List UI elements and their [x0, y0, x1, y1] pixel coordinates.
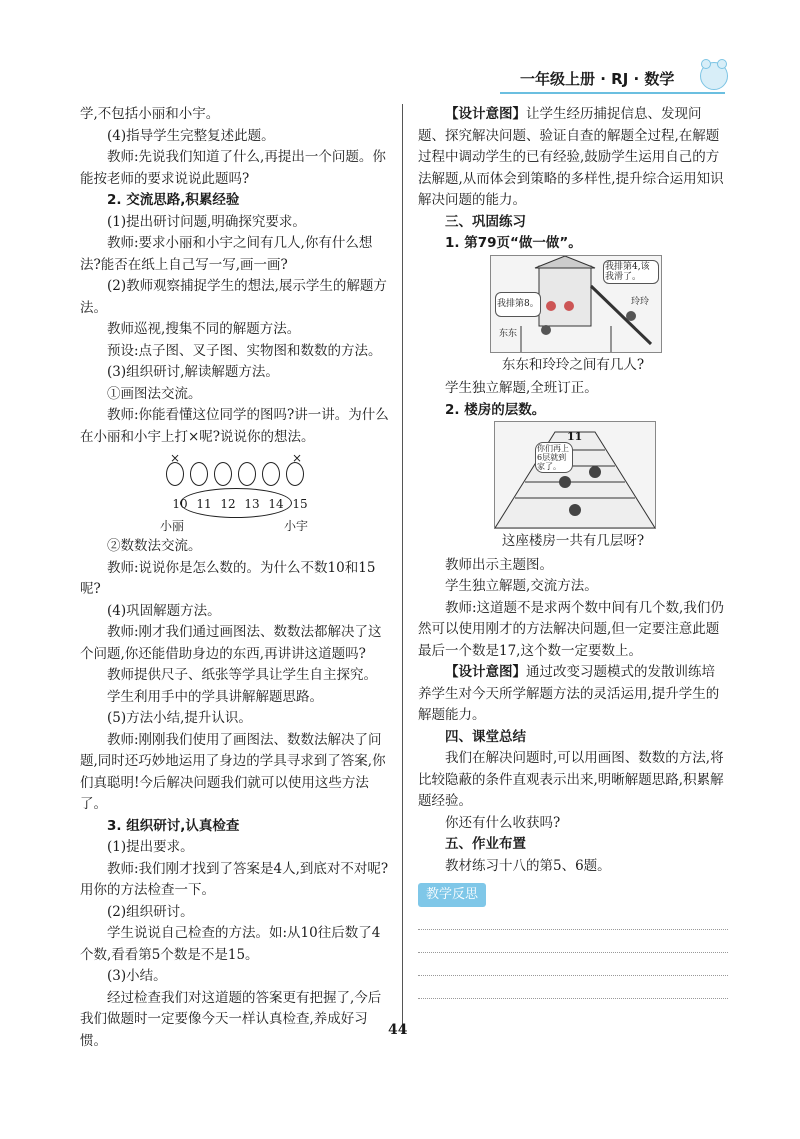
section-heading: 3. 组织研讨,认真检查 [107, 817, 240, 834]
section-heading: 三、巩固练习 [445, 213, 526, 230]
page-number: 44 [388, 1022, 408, 1038]
slide-illustration [490, 255, 662, 353]
num: 12 [220, 497, 236, 511]
figure-caption: 这座楼房一共有几层呀? [501, 533, 645, 549]
paragraph: 教师提供尺子、纸张等学具让学生自主探究。 [107, 667, 377, 683]
section-heading: 2. 交流思路,积累经验 [107, 192, 240, 208]
oval [262, 462, 280, 486]
number-sequence [168, 494, 312, 516]
paragraph: (3)组织研讨,解读解题方法。 [107, 364, 279, 380]
reflection-line [418, 930, 728, 953]
reflection-box [418, 883, 728, 999]
num: 14 [268, 497, 284, 511]
design-tag: 【设计意图】 [445, 664, 526, 680]
paragraph: 教师:刚才我们通过画图法、数数法都解决了这个问题,你还能借助身边的东西,再讲讲这道题吗? [80, 624, 382, 662]
paragraph: 我们在解决问题时,可以用画图、数数的方法,将比较隐蔽的条件直观表示出来,明晰解题思路,积累解题经验。 [418, 750, 724, 809]
paragraph: 教师:说说你是怎么数的。为什么不数10和15呢? [80, 559, 376, 597]
paragraph: 学生独立解题,全班订正。 [445, 380, 598, 396]
oval [286, 462, 304, 486]
paragraph: (2)教师观察捕捉学生的想法,展示学生的解题方法。 [80, 278, 387, 316]
section-heading: 五、作业布置 [445, 836, 526, 852]
speech-bubble: 我排第8。 [495, 292, 541, 318]
paragraph: 你还有什么收获吗? [445, 814, 561, 831]
column-divider [402, 104, 403, 1034]
bear-mascot-icon [700, 62, 728, 90]
num: 15 [292, 497, 308, 511]
left-column [80, 104, 390, 1052]
num: 10 [172, 497, 188, 511]
paragraph: (4)巩固解题方法。 [107, 602, 221, 619]
paragraph: (3)小结。 [107, 968, 167, 984]
paragraph: 教师:要求小丽和小宇之间有几人,你有什么想法?能否在纸上自己写一写,画一画? [80, 235, 373, 273]
speech-bubble: 我排第4,该我滑了。 [603, 260, 659, 284]
paragraph: 学生独立解题,交流方法。 [445, 578, 598, 594]
label-xiaoli: 小丽 [160, 519, 185, 533]
paragraph: 教师出示主题图。 [445, 556, 553, 573]
paragraph: 教师:我们刚才找到了答案是4人,到底对不对呢?用你的方法检查一下。 [80, 860, 389, 898]
reflection-line [418, 907, 728, 930]
exercise-heading: 2. 楼房的层数。 [445, 401, 546, 418]
label-xiaoyu: 小宇 [284, 519, 309, 533]
name-label: 东东 [499, 328, 518, 339]
reflection-label: 教学反思 [418, 883, 486, 907]
paragraph: (1)提出要求。 [107, 839, 194, 855]
name-label: 玲玲 [631, 296, 650, 307]
paragraph: 经过检查我们对这道题的答案更有把握了,今后我们做题时一定要像今天一样认真检查,养成好习惯。 [80, 989, 382, 1049]
paragraph: 教师:刚刚我们使用了画图法、数数法解决了问题,同时还巧妙地运用了身边的学具寻求到了答案,你们真聪明!今后解决问题我们就可以使用这些方法了。 [80, 731, 386, 812]
paragraph: 教材练习十八的第5、6题。 [445, 857, 611, 874]
paragraph: 教师:你能看懂这位同学的图吗?讲一讲。为什么在小丽和小宇上打×呢?说说你的想法。 [80, 407, 389, 445]
paragraph: 教师巡视,搜集不同的解题方法。 [107, 321, 301, 337]
paragraph: 学,不包括小丽和小宇。 [80, 106, 220, 122]
paragraph: (4)指导学生完整复述此题。 [107, 127, 275, 144]
reflection-line [418, 976, 728, 999]
page-header-title: 一年级上册 · RJ · 数学 [520, 70, 675, 88]
paragraph: ①画图法交流。 [107, 385, 202, 402]
figure-caption: 东东和玲玲之间有几人? [501, 356, 645, 373]
header-rule [500, 92, 725, 94]
paragraph: (2)组织研讨。 [107, 903, 194, 920]
reflection-line [418, 953, 728, 976]
speech-bubble: 你们再上6层就到家了。 [535, 442, 573, 473]
paragraph: (1)提出研讨问题,明确探究要求。 [107, 213, 306, 230]
num: 11 [196, 497, 212, 511]
design-intent-2 [418, 662, 728, 727]
design-text: 通过改变习题模式的发散训练培养学生对今天所学解题方法的灵活运用,提升学生的解题能力。 [418, 664, 720, 723]
paragraph: 预设:点子图、叉子图、实物图和数数的方法。 [107, 342, 382, 359]
design-text: 让学生经历捕捉信息、发现问题、探究解决问题、验证自查的解题全过程,在解题过程中调动学生的已有经验,鼓励学生运用自己的方法解题,从而体会到策略的多样性,提升综合运用知识解决问题的能力。 [418, 106, 724, 208]
right-column [418, 104, 728, 999]
floor-number: 11 [567, 430, 583, 443]
section-heading: 四、课堂总结 [445, 728, 526, 745]
design-intent-1 [418, 104, 728, 212]
cross-mark-left: × [170, 451, 181, 465]
paragraph: 学生利用手中的学具讲解解题思路。 [107, 688, 323, 705]
design-tag: 【设计意图】 [445, 106, 526, 122]
exercise-heading: 1. 第79页“做一做”。 [445, 235, 582, 251]
stairs-illustration [494, 421, 656, 529]
number-line-figure [80, 448, 390, 536]
num: 13 [244, 497, 260, 511]
oval [166, 462, 184, 486]
paragraph: 教师:先说我们知道了什么,再提出一个问题。你能按老师的要求说说此题吗? [80, 149, 386, 187]
paragraph: ②数数法交流。 [107, 538, 202, 554]
oval [238, 462, 256, 486]
paragraph: (5)方法小结,提升认识。 [107, 710, 252, 726]
cross-mark-right: × [292, 451, 303, 465]
oval [190, 462, 208, 486]
oval [214, 462, 232, 486]
paragraph: 学生说说自己检查的方法。如:从10往后数了4个数,看看第5个数是不是15。 [80, 925, 381, 963]
paragraph: 教师:这道题不是求两个数中间有几个数,我们仍然可以使用刚才的方法解决问题,但一定要注意此题最后一个数是17,这个数一定要数上。 [418, 599, 724, 659]
